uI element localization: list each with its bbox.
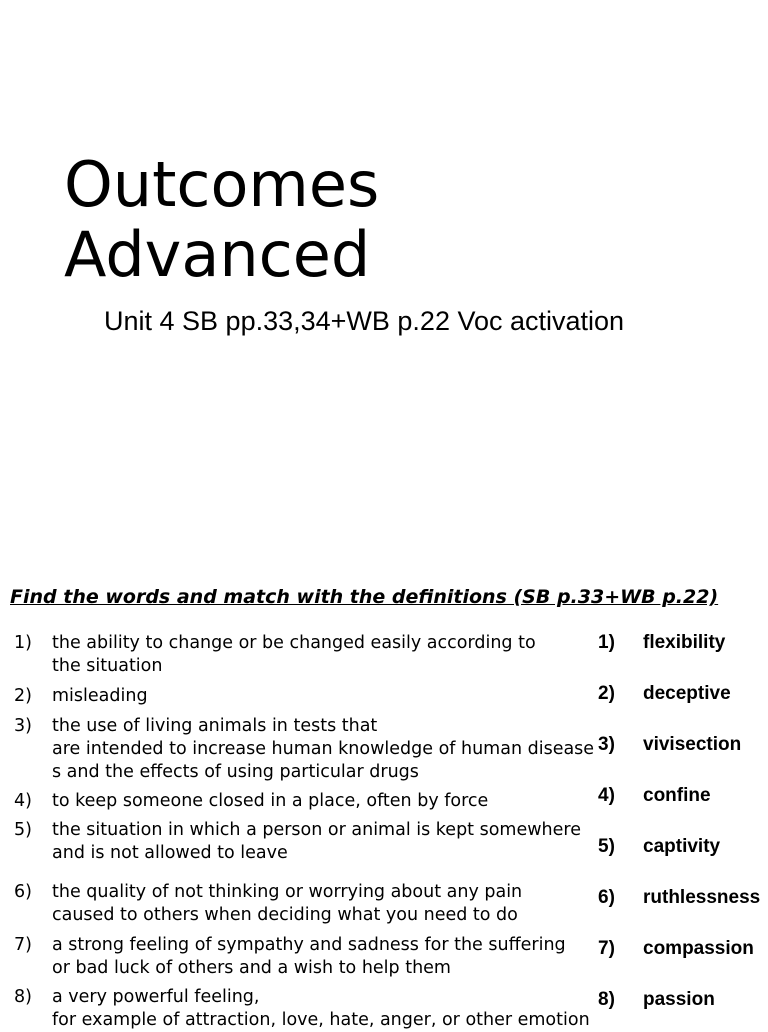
definition-text: [52, 715, 595, 784]
definition-number: 6): [14, 882, 32, 902]
definition-number: 8): [14, 987, 32, 1007]
title-line-1: Outcomes: [64, 148, 380, 221]
answer-word: ruthlessness: [643, 887, 761, 908]
answer-word: passion: [643, 989, 715, 1010]
definition-line: are intended to increase human knowledge of human disease: [52, 739, 595, 759]
answer-number: 8): [598, 989, 615, 1010]
definition-number: 7): [14, 935, 32, 955]
definition-line: the situation: [52, 656, 163, 676]
definition-line: a strong feeling of sympathy and sadness for the suffering: [52, 935, 566, 955]
answer-number: 6): [598, 887, 615, 908]
definition-line: s and the effects of using particular drugs: [52, 762, 419, 782]
definition-text: [52, 934, 592, 980]
definition-line: the quality of not thinking or worrying about any pain: [52, 882, 523, 902]
definition-line: and is not allowed to leave: [52, 843, 288, 863]
definition-line: a very powerful feeling,: [52, 987, 260, 1007]
answer-number: 2): [598, 683, 615, 704]
definition-line: the use of living animals in tests that: [52, 716, 378, 736]
answer-word: deceptive: [643, 683, 731, 704]
definition-line: caused to others when deciding what you need to do: [52, 905, 518, 925]
definition-number: 1): [14, 633, 32, 653]
answer-number: 7): [598, 938, 615, 959]
answer-number: 4): [598, 785, 615, 806]
answer-word: vivisection: [643, 734, 742, 755]
definition-line: or bad luck of others and a wish to help them: [52, 958, 451, 978]
definition-line: the ability to change or be changed easily according to: [52, 633, 536, 653]
answer-word: captivity: [643, 836, 721, 857]
answer-word: confine: [643, 785, 711, 806]
definition-text: [52, 819, 592, 865]
page-title: [64, 150, 379, 290]
definition-text: [52, 881, 592, 927]
definition-number: 3): [14, 716, 32, 736]
definition-line: the situation in which a person or animal is kept somewhere: [52, 820, 581, 840]
answer-word: flexibility: [643, 632, 726, 653]
answer-number: 5): [598, 836, 615, 857]
definition-text: [52, 790, 592, 813]
exercise-instruction: Find the words and match with the definitions (SB p.33+WB p.22): [10, 586, 719, 608]
definition-text: [52, 986, 592, 1032]
definition-line: misleading: [52, 686, 148, 706]
answer-number: 3): [598, 734, 615, 755]
definition-line: for example of attraction, love, hate, anger, or other emotion: [52, 1010, 590, 1030]
definition-text: [52, 685, 592, 708]
definition-number: 5): [14, 820, 32, 840]
title-line-2: Advanced: [64, 218, 371, 291]
definition-number: 4): [14, 791, 32, 811]
answer-word: compassion: [643, 938, 754, 959]
definition-line: to keep someone closed in a place, often by force: [52, 791, 489, 811]
answer-number: 1): [598, 632, 615, 653]
definition-number: 2): [14, 686, 32, 706]
page-subtitle: Unit 4 SB pp.33,34+WB p.22 Voc activation: [104, 306, 625, 336]
definition-text: [52, 632, 592, 678]
